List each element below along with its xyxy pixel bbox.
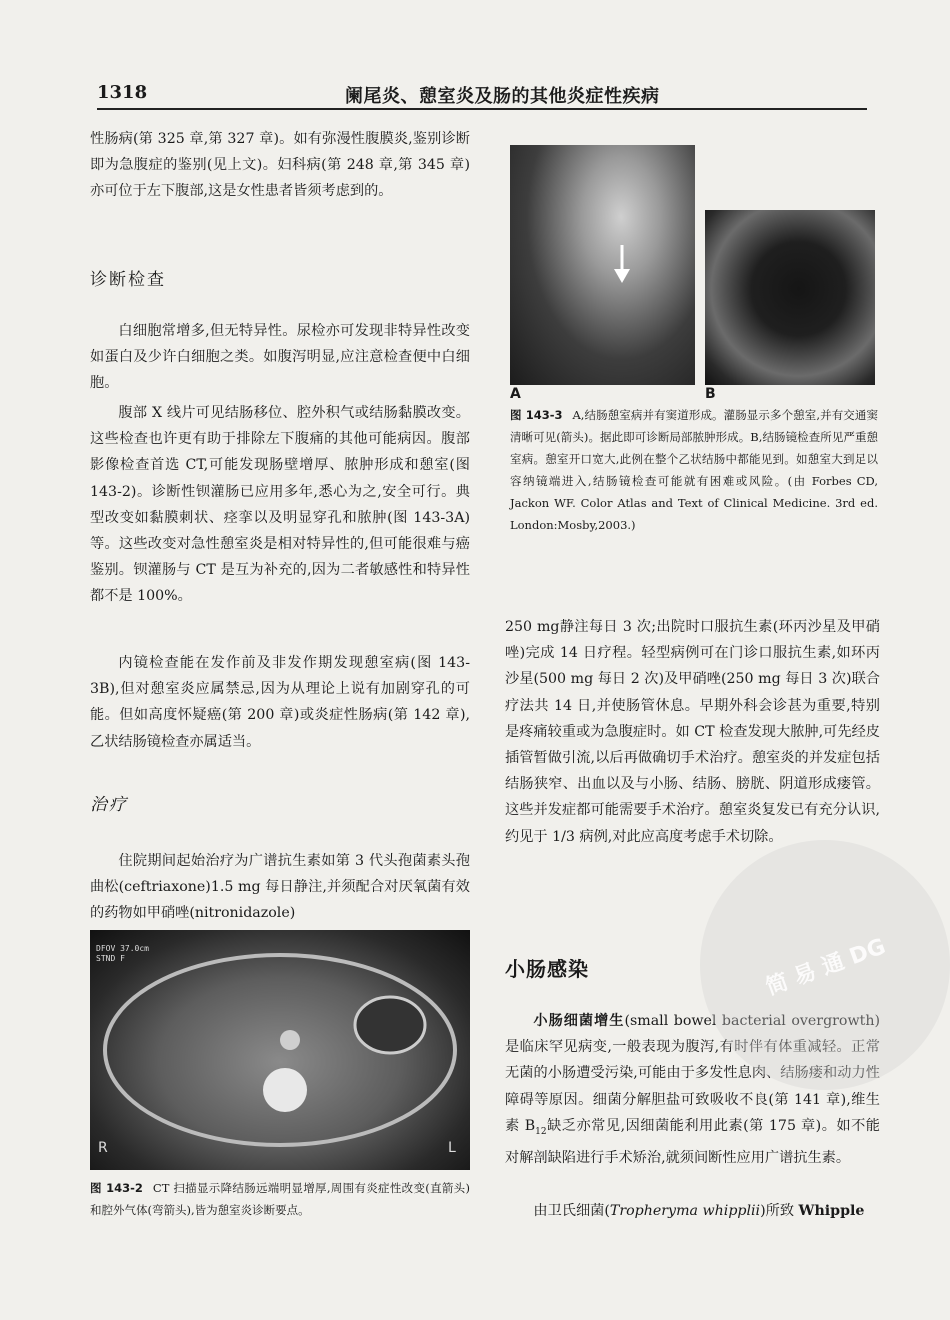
right-paragraph-2-text-b: 缺乏亦常见,因细菌能利用此素(第 175 章)。如不能对解剖缺陷进行手术矫治,就须间断性应用广谱抗生素。 <box>505 1117 880 1166</box>
figure-143-2-caption-text: CT 扫描显示降结肠远端明显增厚,周围有炎症性改变(直箭头)和腔外气体(弯箭头),皆为憩室炎诊断要点。 <box>90 1181 470 1217</box>
page-number: 1318 <box>97 82 148 103</box>
ct-overlay-text: DFOV 37.0cm STND F <box>96 944 149 963</box>
figure-143-3b-colonoscopy-image <box>705 210 875 385</box>
header-rule <box>97 108 867 110</box>
left-paragraph-1: 性肠病(第 325 章,第 327 章)。如有弥漫性腹膜炎,鉴别诊断即为急腹症的鉴别(见上文)。妇科病(第 248 章,第 345 章)亦可位于左下腹部,这是女性患者皆须考虑到的。 <box>90 131 470 200</box>
right-paragraph-3-text-a: 由卫氏细菌( <box>533 1203 610 1219</box>
watermark-seal <box>700 840 950 1090</box>
left-paragraph-2: 白细胞常增多,但无特异性。尿检亦可发现非特异性改变如蛋白及少许白细胞之类。如腹泻明显,应注意检查便中白细胞。 <box>90 323 470 392</box>
right-paragraph-3 <box>505 1198 880 1224</box>
figure-143-2-caption-label: 图 143-2 <box>90 1181 143 1195</box>
left-paragraph-5: 住院期间起始治疗为广谱抗生素如第 3 代头孢菌素头孢曲松(ceftriaxone)1.5 mg 每日静注,并须配合对厌氧菌有效的药物如甲硝唑(nitronidazole) <box>90 853 470 922</box>
figure-143-3-caption-label: 图 143-3 <box>510 408 563 422</box>
term-whipple: Whipple <box>798 1203 865 1219</box>
section-heading-diagnosis: 诊断检查 <box>90 270 166 290</box>
figure-label-b: B <box>705 386 716 402</box>
right-paragraph-2-text-a: (small bowel bacterial overgrowth)是临床罕见病变,一般表现为腹泻,有时伴有体重减轻。正常无菌的小肠遭受污染,可能由于多发性息肉、结肠瘘和动力性障碍等原因。细菌分解胆盐可致吸收不良(第 141 章),维生素 B <box>505 1013 880 1134</box>
figure-143-3-caption <box>510 404 878 536</box>
figure-143-2-caption <box>90 1177 470 1221</box>
running-head: 阑尾炎、憩室炎及肠的其他炎症性疾病 <box>345 86 660 107</box>
figure-143-2-ct-scan-image <box>90 930 470 1170</box>
arrow-icon <box>510 145 695 385</box>
figure-143-3a-barium-enema-image <box>510 145 695 385</box>
term-tropheryma-whipplii: Tropheryma whipplii <box>609 1203 761 1219</box>
ct-anatomy-sketch <box>90 930 470 1170</box>
section-heading-small-bowel-infection: 小肠感染 <box>505 957 589 981</box>
watermark-text: 简 易 通 DG <box>762 933 889 1001</box>
section-heading-treatment: 治疗 <box>90 795 128 815</box>
left-paragraph-4: 内镜检查能在发作前及非发作期发现憩室病(图 143-3B),但对憩室炎应属禁忌,因为从理论上说有加剧穿孔的可能。但如高度怀疑癌(第 200 章)或炎症性肠病(第 142 章),乙状结肠镜检查亦属适当。 <box>90 655 470 750</box>
figure-label-a: A <box>510 386 521 402</box>
ct-overlay-right-marker: R <box>98 1140 108 1156</box>
vitamin-b12-subscript: 12 <box>535 1126 547 1137</box>
ct-overlay-left-marker: L <box>448 1140 456 1156</box>
right-paragraph-1: 250 mg静注每日 3 次;出院时口服抗生素(环丙沙星及甲硝唑)完成 14 日疗程。轻型病例可在门诊口服抗生素,如环丙沙星(500 mg 每日 2 次)及甲硝唑(250 mg 每日 3 次)联合疗法共 14 日,并使肠管休息。早期外科会诊甚为重要,特别是疼痛较重或为急腹症时。如 CT 检查发现大脓肿,可先经皮插管暂做引流,以后再做确切手术治疗。憩室炎的并发症包括结肠狭窄、出血以及与小肠、结肠、膀胱、阴道形成瘘管。这些并发症都可能需要手术治疗。憩室炎复发已有充分认识,约见于 1/3 病例,对此应高度考虑手术切除。 <box>505 619 880 845</box>
term-small-bowel-overgrowth: 小肠细菌增生 <box>533 1013 625 1029</box>
figure-143-3-caption-text: A,结肠憩室病并有窦道形成。灌肠显示多个憩室,并有交通窦清晰可见(箭头)。据此即可诊断局部脓肿形成。B,结肠镜检查所见严重憩室病。憩室开口宽大,此例在整个乙状结肠中都能见到。如憩室大到足以容纳镜端进入,结肠镜检查可能就有困难或风险。(由 Forbes CD, Jackon WF. Color Atlas and Text of Clinical Medicine. 3rd ed. London:Mosby,2003.) <box>510 408 878 532</box>
right-paragraph-3-text-b: )所致 <box>760 1203 799 1219</box>
left-paragraph-3: 腹部 X 线片可见结肠移位、腔外积气或结肠黏膜改变。这些检查也许更有助于排除左下腹痛的其他可能病因。腹部影像检查首选 CT,可能发现肠壁增厚、脓肿形成和憩室(图 143-2)。诊断性钡灌肠已应用多年,悉心为之,安全可行。典型改变如黏膜刺状、痉挛以及明显穿孔和脓肿(图 143-3A)等。这些改变对急性憩室炎是相对特异性的,但可能很难与癌鉴别。钡灌肠与 CT 是互为补充的,因为二者敏感性和特异性都不是 100%。 <box>90 405 470 605</box>
